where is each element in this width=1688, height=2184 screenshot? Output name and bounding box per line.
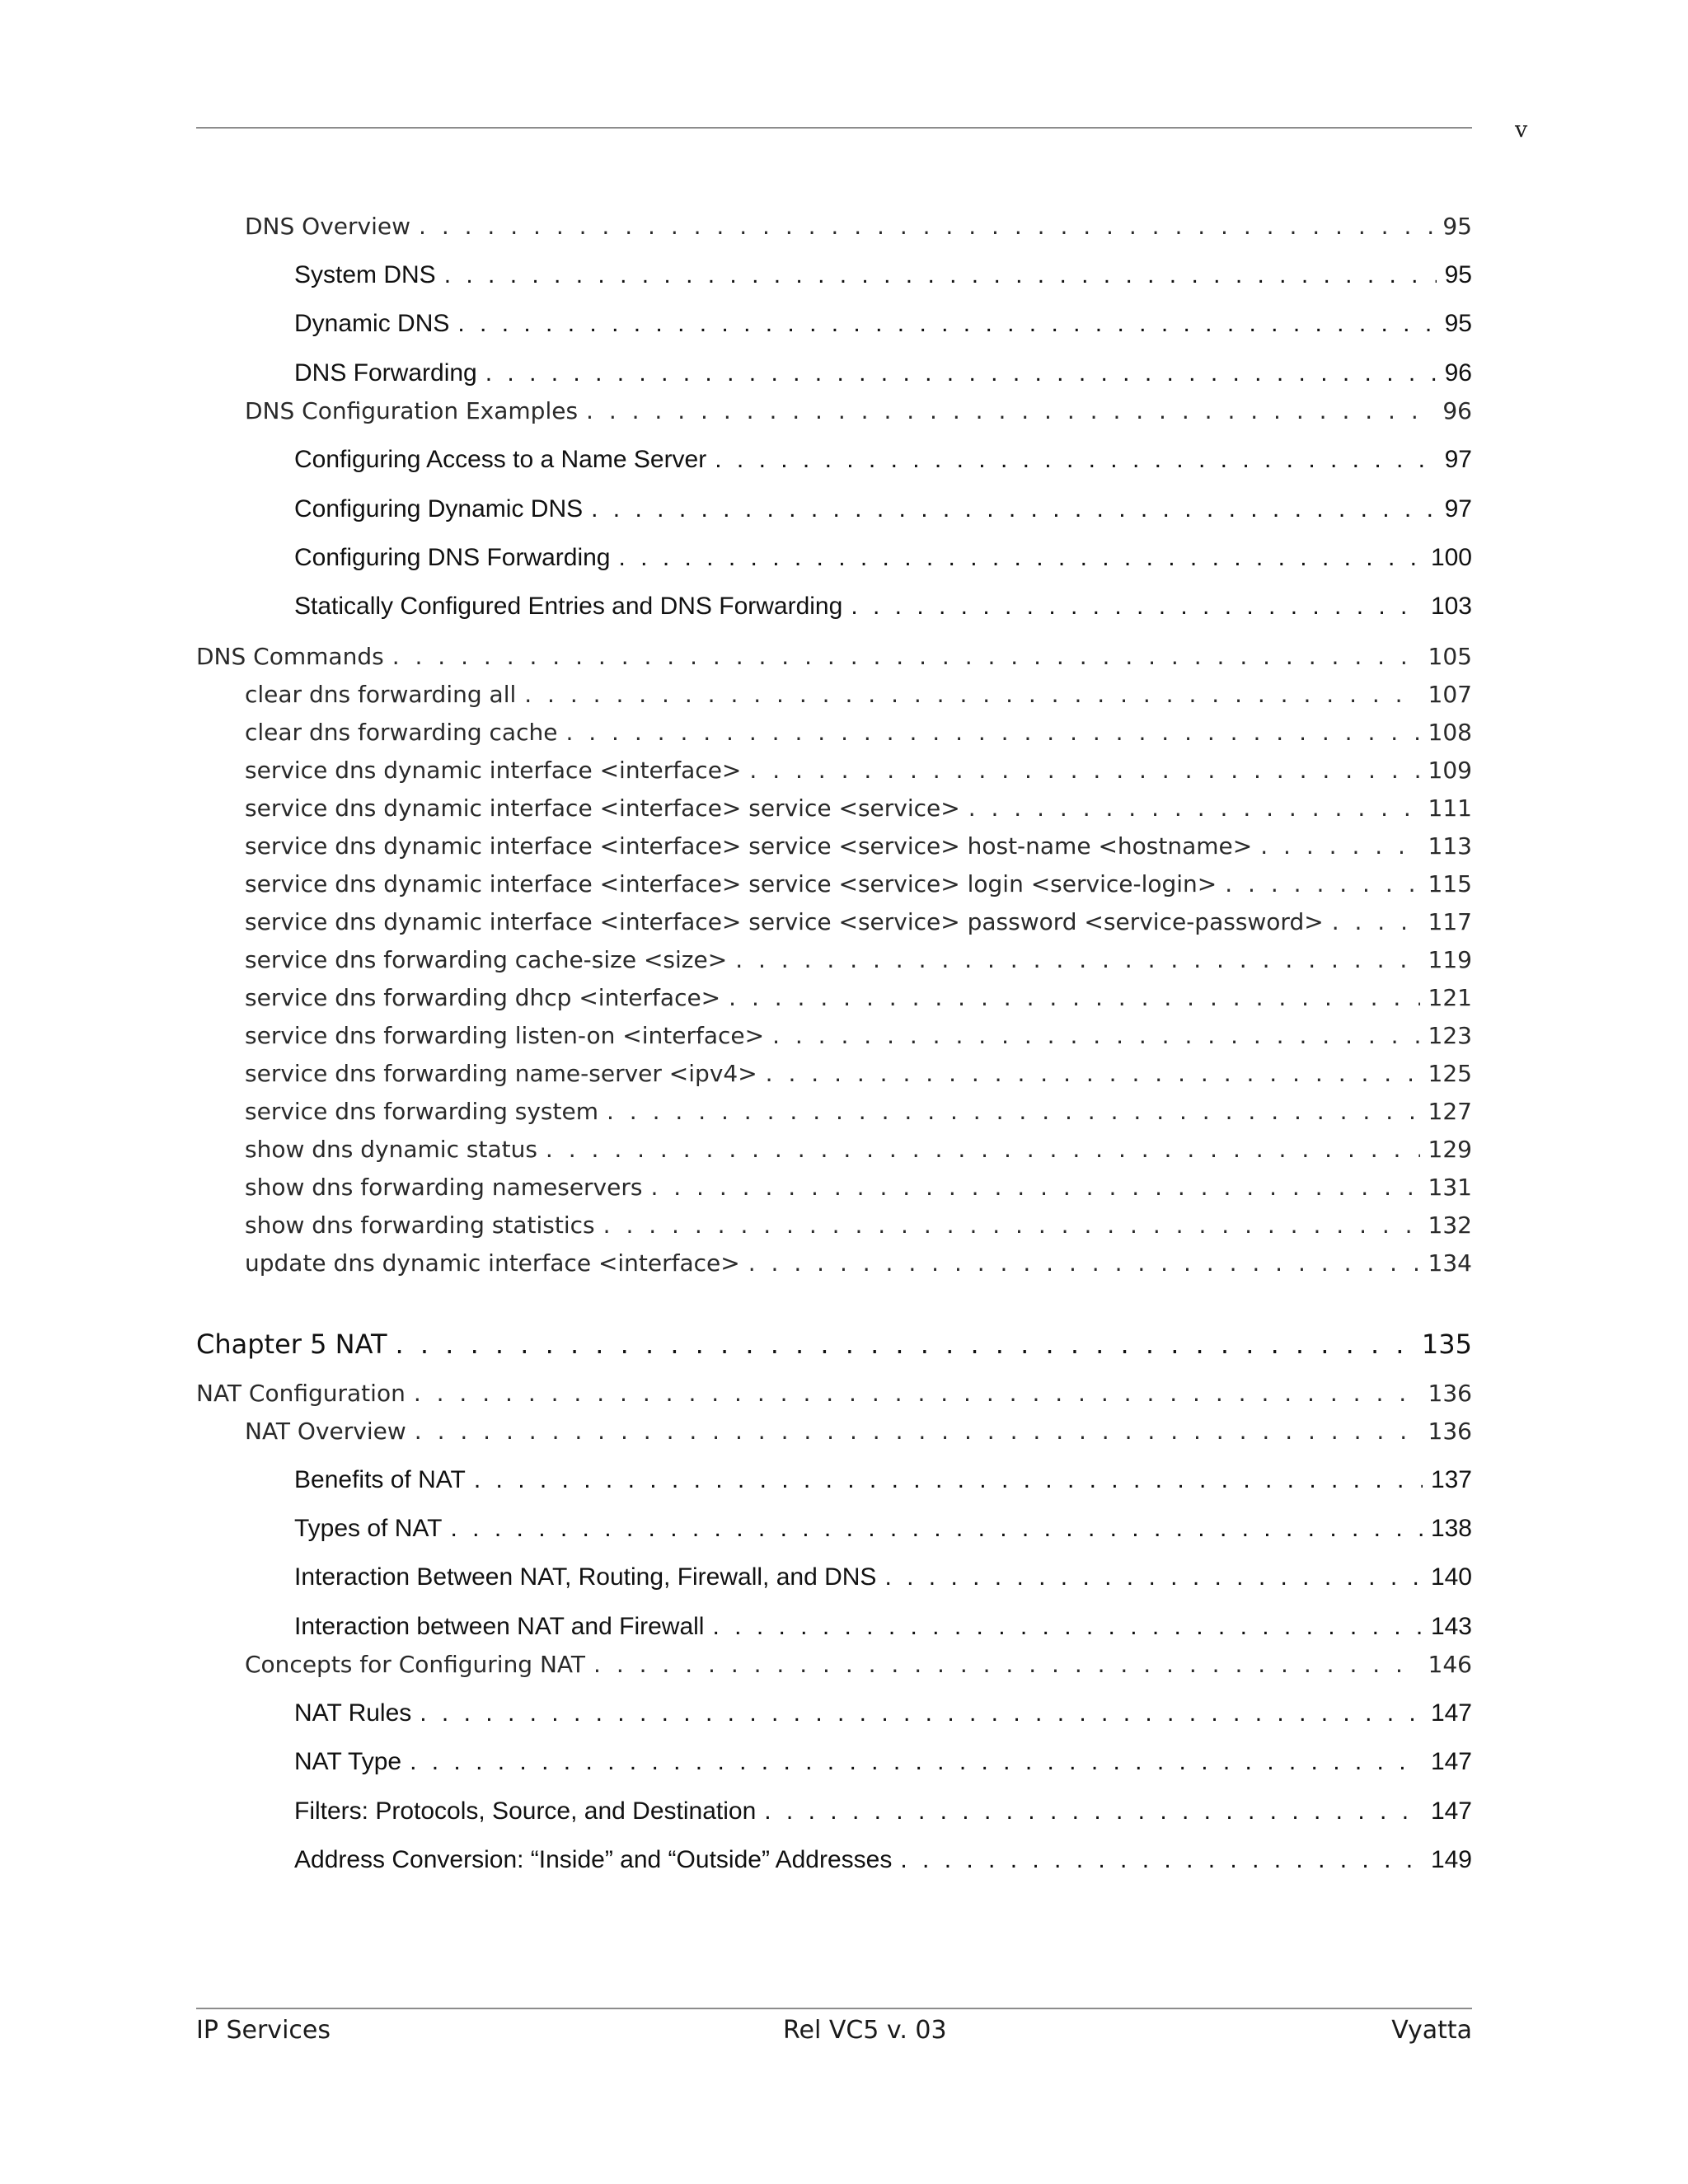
toc-entry-page: 134	[1428, 1249, 1472, 1277]
toc-entry[interactable]	[245, 1212, 1472, 1239]
toc-entry-page: 121	[1428, 984, 1472, 1011]
toc-entry[interactable]	[294, 1748, 1472, 1776]
toc-entry-title: service dns dynamic interface <interface> service <service> login <service-login>	[245, 870, 1217, 898]
toc-entry-page: 109	[1428, 757, 1472, 784]
page-number: v	[1515, 117, 1528, 143]
toc-entry-page: 127	[1428, 1098, 1472, 1125]
toc-entry-title: Types of NAT	[294, 1515, 443, 1542]
toc-entry[interactable]	[245, 719, 1472, 746]
dot-leader	[546, 1136, 1420, 1163]
toc-entry[interactable]	[245, 757, 1472, 784]
toc-entry-title: service dns forwarding system	[245, 1098, 598, 1125]
toc-entry[interactable]	[245, 984, 1472, 1011]
dot-leader	[451, 1515, 1423, 1543]
toc-entry[interactable]	[245, 832, 1472, 860]
toc-entry[interactable]	[245, 1174, 1472, 1201]
toc-entry[interactable]	[245, 397, 1472, 424]
toc-entry[interactable]	[245, 1060, 1472, 1087]
dot-leader	[735, 946, 1419, 973]
toc-entry-title: show dns forwarding statistics	[245, 1212, 595, 1239]
toc-entry-title: NAT Rules	[294, 1699, 412, 1727]
toc-entry-title: Statically Configured Entries and DNS Forwarding	[294, 593, 843, 620]
toc-entry[interactable]	[245, 1418, 1472, 1445]
dot-leader	[603, 1212, 1420, 1239]
dot-leader	[764, 1797, 1423, 1825]
toc-entry-title: service dns forwarding dhcp <interface>	[245, 984, 721, 1011]
toc-entry-title: service dns dynamic interface <interface> service <service> host-name <hostname>	[245, 832, 1253, 860]
toc-entry-page: 123	[1428, 1022, 1472, 1049]
toc-entry[interactable]	[245, 870, 1472, 898]
toc-entry-page: 149	[1430, 1846, 1472, 1873]
toc-entry-page: 143	[1430, 1613, 1472, 1640]
toc-entry-page: 147	[1430, 1797, 1472, 1825]
toc-entry[interactable]	[245, 1651, 1472, 1678]
toc-entry[interactable]	[245, 794, 1472, 822]
toc-entry[interactable]	[245, 1098, 1472, 1125]
toc-entry-title: Address Conversion: “Inside” and “Outside” Addresses	[294, 1846, 893, 1873]
toc-entry-title: DNS Overview	[245, 213, 411, 240]
toc-entry-title: service dns forwarding cache-size <size>	[245, 946, 728, 973]
toc-entry-title: System DNS	[294, 261, 436, 288]
dot-leader	[851, 593, 1423, 621]
toc-entry-page: 108	[1428, 719, 1472, 746]
dot-leader	[565, 719, 1419, 746]
toc-entry[interactable]	[294, 593, 1472, 621]
toc-entry[interactable]	[245, 213, 1472, 240]
dot-leader	[410, 1748, 1423, 1776]
toc-entry-page: 96	[1444, 359, 1472, 387]
toc-entry-title: NAT Configuration	[196, 1380, 406, 1407]
toc-entry-title: service dns dynamic interface <interface> service <service> password <service-password>	[245, 908, 1324, 935]
toc-entry-title: service dns forwarding name-server <ipv4>	[245, 1060, 757, 1087]
footer-doc-title: IP Services	[196, 2016, 331, 2045]
footer-release: Rel VC5 v. 03	[783, 2016, 947, 2045]
dot-leader	[414, 1380, 1420, 1407]
dot-leader	[766, 1060, 1420, 1087]
toc-entry-page: 97	[1444, 446, 1472, 473]
dot-leader	[772, 1022, 1419, 1049]
dot-leader	[619, 544, 1423, 572]
toc-entry-page: 132	[1428, 1212, 1472, 1239]
toc-entry-page: 97	[1444, 495, 1472, 523]
toc-entry[interactable]	[196, 1329, 1472, 1360]
footer-publisher: Vyatta	[1391, 2016, 1472, 2045]
toc-entry-page: 138	[1430, 1515, 1472, 1542]
toc-entry-title: service dns forwarding listen-on <interface>	[245, 1022, 765, 1049]
dot-leader	[419, 213, 1434, 240]
toc-entry[interactable]	[294, 446, 1472, 474]
dot-leader	[715, 446, 1436, 474]
toc-entry-title: Interaction between NAT and Firewall	[294, 1613, 705, 1640]
toc-entry[interactable]	[245, 1136, 1472, 1163]
toc-entry-page: 103	[1430, 593, 1472, 620]
dot-leader	[968, 794, 1420, 822]
toc-entry-title: DNS Configuration Examples	[245, 397, 579, 424]
toc-entry[interactable]	[294, 1466, 1472, 1494]
toc-entry-title: clear dns forwarding cache	[245, 719, 558, 746]
toc-entry-page: 135	[1421, 1329, 1472, 1360]
dot-leader	[474, 1466, 1423, 1494]
toc-entry[interactable]	[245, 681, 1472, 708]
dot-leader	[415, 1418, 1420, 1445]
toc-entry-title: service dns dynamic interface <interface>	[245, 757, 742, 784]
toc-entry-title: show dns dynamic status	[245, 1136, 537, 1163]
toc-entry-title: NAT Type	[294, 1748, 402, 1775]
toc-entry[interactable]	[294, 261, 1472, 289]
toc-entry-page: 100	[1430, 544, 1472, 571]
toc-entry-page: 113	[1428, 832, 1472, 860]
toc-entry-page: 95	[1444, 261, 1472, 288]
toc-entry[interactable]	[294, 544, 1472, 572]
toc-entry[interactable]	[294, 1846, 1472, 1874]
toc-entry-title: update dns dynamic interface <interface>	[245, 1249, 740, 1277]
footer-rule	[196, 2008, 1472, 2009]
toc-entry-title: Dynamic DNS	[294, 310, 450, 337]
toc-entry[interactable]	[294, 1515, 1472, 1543]
toc-entry[interactable]	[294, 1797, 1472, 1825]
toc-entry-title: DNS Forwarding	[294, 359, 477, 387]
dot-leader	[748, 1249, 1420, 1277]
toc-entry-title: clear dns forwarding all	[245, 681, 517, 708]
toc-entry-page: 119	[1428, 946, 1472, 973]
toc-entry-title: service dns dynamic interface <interface> service <service>	[245, 794, 960, 822]
toc-entry-title: Configuring Dynamic DNS	[294, 495, 584, 523]
toc-entry-page: 136	[1428, 1418, 1472, 1445]
dot-leader	[884, 1563, 1423, 1591]
toc-entry[interactable]	[245, 1022, 1472, 1049]
dot-leader	[593, 1651, 1420, 1678]
toc-entry-page: 136	[1428, 1380, 1472, 1407]
dot-leader	[457, 310, 1436, 338]
toc-entry[interactable]	[196, 1380, 1472, 1407]
toc-entry-page: 140	[1430, 1563, 1472, 1591]
toc-entry[interactable]	[245, 908, 1472, 935]
dot-leader	[1332, 908, 1420, 935]
dot-leader	[607, 1098, 1420, 1125]
dot-leader	[420, 1699, 1423, 1727]
toc-entry-page: 137	[1430, 1466, 1472, 1493]
dot-leader	[1260, 832, 1419, 860]
toc-entry[interactable]	[245, 1249, 1472, 1277]
toc-entry-page: 105	[1428, 643, 1472, 670]
toc-entry[interactable]	[294, 495, 1472, 523]
dot-leader	[749, 757, 1419, 784]
dot-leader	[900, 1846, 1423, 1874]
toc-entry-title: DNS Commands	[196, 643, 384, 670]
toc-entry-page: 147	[1430, 1748, 1472, 1775]
dot-leader	[712, 1613, 1422, 1641]
toc-entry[interactable]	[196, 643, 1472, 670]
toc-entry-page: 95	[1444, 310, 1472, 337]
dot-leader	[392, 643, 1420, 670]
dot-leader	[396, 1329, 1414, 1360]
dot-leader	[729, 984, 1419, 1011]
dot-leader	[1225, 870, 1419, 898]
toc-entry[interactable]	[245, 946, 1472, 973]
toc-entry[interactable]	[294, 1563, 1472, 1591]
toc-entry-title: NAT Overview	[245, 1418, 406, 1445]
toc-entry[interactable]	[294, 1613, 1472, 1641]
toc-entry-page: 111	[1428, 794, 1472, 822]
dot-leader	[591, 495, 1436, 523]
toc-entry-page: 125	[1428, 1060, 1472, 1087]
dot-leader	[524, 681, 1419, 708]
dot-leader	[586, 397, 1434, 424]
toc-entry-title: Configuring Access to a Name Server	[294, 446, 707, 473]
toc-entry-page: 117	[1428, 908, 1472, 935]
toc-entry-page: 146	[1428, 1651, 1472, 1678]
toc-entry-page: 129	[1428, 1136, 1472, 1163]
toc-entry-title: Filters: Protocols, Source, and Destination	[294, 1797, 757, 1825]
toc-entry[interactable]	[294, 359, 1472, 387]
dot-leader	[650, 1174, 1419, 1201]
toc-entry-page: 131	[1428, 1174, 1472, 1201]
dot-leader	[444, 261, 1437, 289]
toc-entry[interactable]	[294, 1699, 1472, 1727]
toc-entry-page: 115	[1428, 870, 1472, 898]
toc-entry-title: Configuring DNS Forwarding	[294, 544, 611, 571]
toc-entry-title: Interaction Between NAT, Routing, Firewall, and DNS	[294, 1563, 877, 1591]
toc-entry-page: 107	[1428, 681, 1472, 708]
toc-entry-title: Chapter 5 NAT	[196, 1329, 387, 1360]
toc-entry-title: Concepts for Configuring NAT	[245, 1651, 586, 1678]
toc-entry-page: 96	[1442, 397, 1472, 424]
toc-entry-page: 95	[1442, 213, 1472, 240]
toc-entry-title: Benefits of NAT	[294, 1466, 466, 1493]
dot-leader	[485, 359, 1437, 387]
toc-entry-title: show dns forwarding nameservers	[245, 1174, 643, 1201]
toc-entry[interactable]	[294, 310, 1472, 338]
toc-entry-page: 147	[1430, 1699, 1472, 1727]
